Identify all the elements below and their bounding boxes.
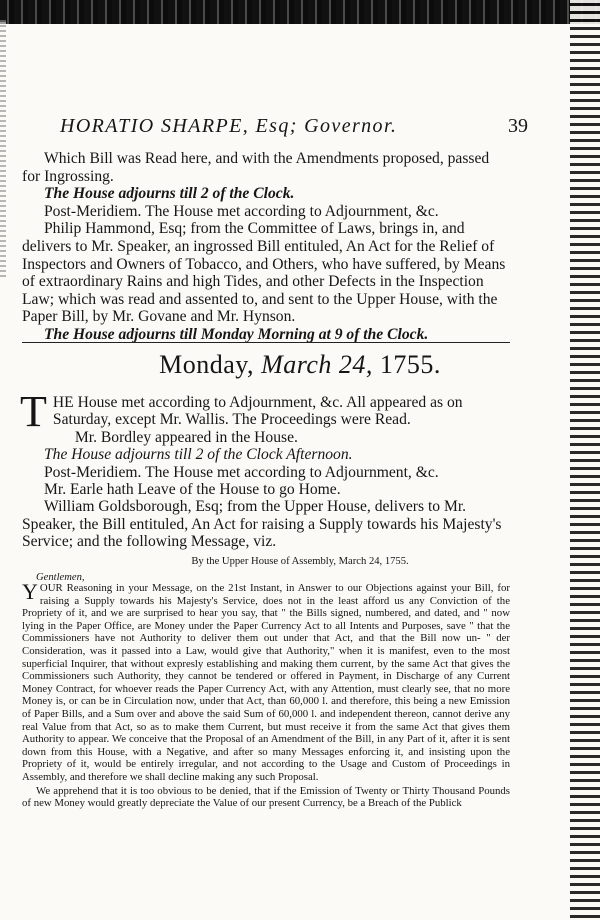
page-header	[60, 115, 528, 141]
message-paragraph: We apprehend that it is too obvious to be denied, that if the Emission of Twenty or Thirty Thousand Pounds of new Money would greatly depreciate the Value of our present Currency, be a Breach of the Publick	[22, 784, 510, 810]
drop-cap: T	[20, 387, 47, 436]
section-rule	[22, 342, 510, 343]
running-head: HORATIO SHARPE, Esq; Governor.	[60, 115, 398, 137]
proceeding-line	[20, 387, 510, 436]
monday-proceedings	[20, 387, 510, 551]
day-heading	[0, 350, 600, 380]
day-name: Monday,	[159, 350, 255, 379]
proceeding-line: The House adjourns till 2 of the Clock Afternoon.	[44, 446, 353, 464]
scan-border-top	[0, 0, 600, 24]
scan-border-right	[570, 0, 600, 920]
proceeding-line: Mr. Earle hath Leave of the House to go Home.	[44, 481, 341, 499]
proceeding-line: Which Bill was Read here, and with the Amendments proposed, passed for Ingrossing.	[22, 150, 490, 185]
prior-day-proceedings	[22, 150, 508, 344]
page-number: 39	[508, 115, 528, 137]
scan-edge-left	[0, 20, 6, 280]
message-byline: By the Upper House of Assembly, March 24, 1755.	[191, 556, 409, 567]
proceeding-line: William Goldsborough, Esq; from the Upper House, delivers to Mr. Speaker, the Bill entituled, An Act for raising a Supply towards his Majesty's Service; and the following Message, viz.	[22, 498, 502, 551]
proceeding-text: HE House met according to Adjournment, &c. All appeared as on Saturday, except Mr. Wallis. The Proceedings were Read.	[52, 394, 463, 429]
day-date: March 24,	[261, 350, 373, 379]
proceeding-line: The House adjourns till 2 of the Clock.	[44, 185, 295, 203]
proceeding-line: Philip Hammond, Esq; from the Committee of Laws, brings in, and delivers to Mr. Speaker, an ingrossed Bill entituled, An Act for the Relief of Inspectors and Owners of Tobacco, and Others, who have suffered, by Means of extraordinary Rains and high Tides, and other Defects in the Inspection Law; which was read and assented to, and sent to the Upper House, with the Paper Bill, by Mr. Govane and Mr. Hynson.	[22, 220, 506, 326]
message-salutation: Gentlemen,	[36, 572, 85, 583]
proceeding-line: Post-Meridiem. The House met according to Adjournment, &c.	[44, 202, 439, 220]
proceeding-line: The House adjourns till Monday Morning at 9 of the Clock.	[44, 325, 429, 343]
proceeding-line: Mr. Bordley appeared in the House.	[74, 428, 298, 446]
message-body	[22, 579, 510, 810]
day-year: 1755.	[379, 350, 441, 379]
proceeding-line: Post-Meridiem. The House met according to Adjournment, &c.	[44, 463, 439, 481]
message-paragraph: YOUR Reasoning in your Message, on the 21st Instant, in Answer to our Objections against your Bill, for raising a Supply towards his Majesty's Service, does not in the least afford us any Conviction of the Propriety of it, and we are surprised to hear you say, that " the Bills signed, numbered, and dated, and " now lying in the Paper Office, are Money under the Paper Currency Act to all Intents and Purposes, save " that the Commissioners have not Authority to deliver them out under that Act, and that the Bill now un- " der Consideration, was it passed into a Law, would give that Authority," when it is manifest, even to the most superficial Inquirer, that without expresly establishing and making them current, by the same Act that gives the Commissioners such Authority, they cannot be tendered or offered in Payment, in Discharge of any Current Money Contract, for whoever reads the Paper Currency Act, with any Attention, must clearly see, that no more Money is, or can be in Circulation now, under that Act, than 60,000 l. and therefore, this being a new Emission of Paper Bills, and a Sum over and above the said Sum of 60,000 l. and independent thereon, cannot derive any real Value from that Act, so as to make them Current, but must receive it from the same Act that gives them Authority to appear. We conceive that the Proposal of an Amendment of the Bill, in any Part of it, after it is sent down from this House, with a Negative, and after so many Messages enforcing it, and insisting upon the Propriety of it, would be entirely irregular, and not according to the Usage and Custom of Proceedings in Assembly, and therefore we shall decline making any such Proposal.	[22, 579, 510, 783]
